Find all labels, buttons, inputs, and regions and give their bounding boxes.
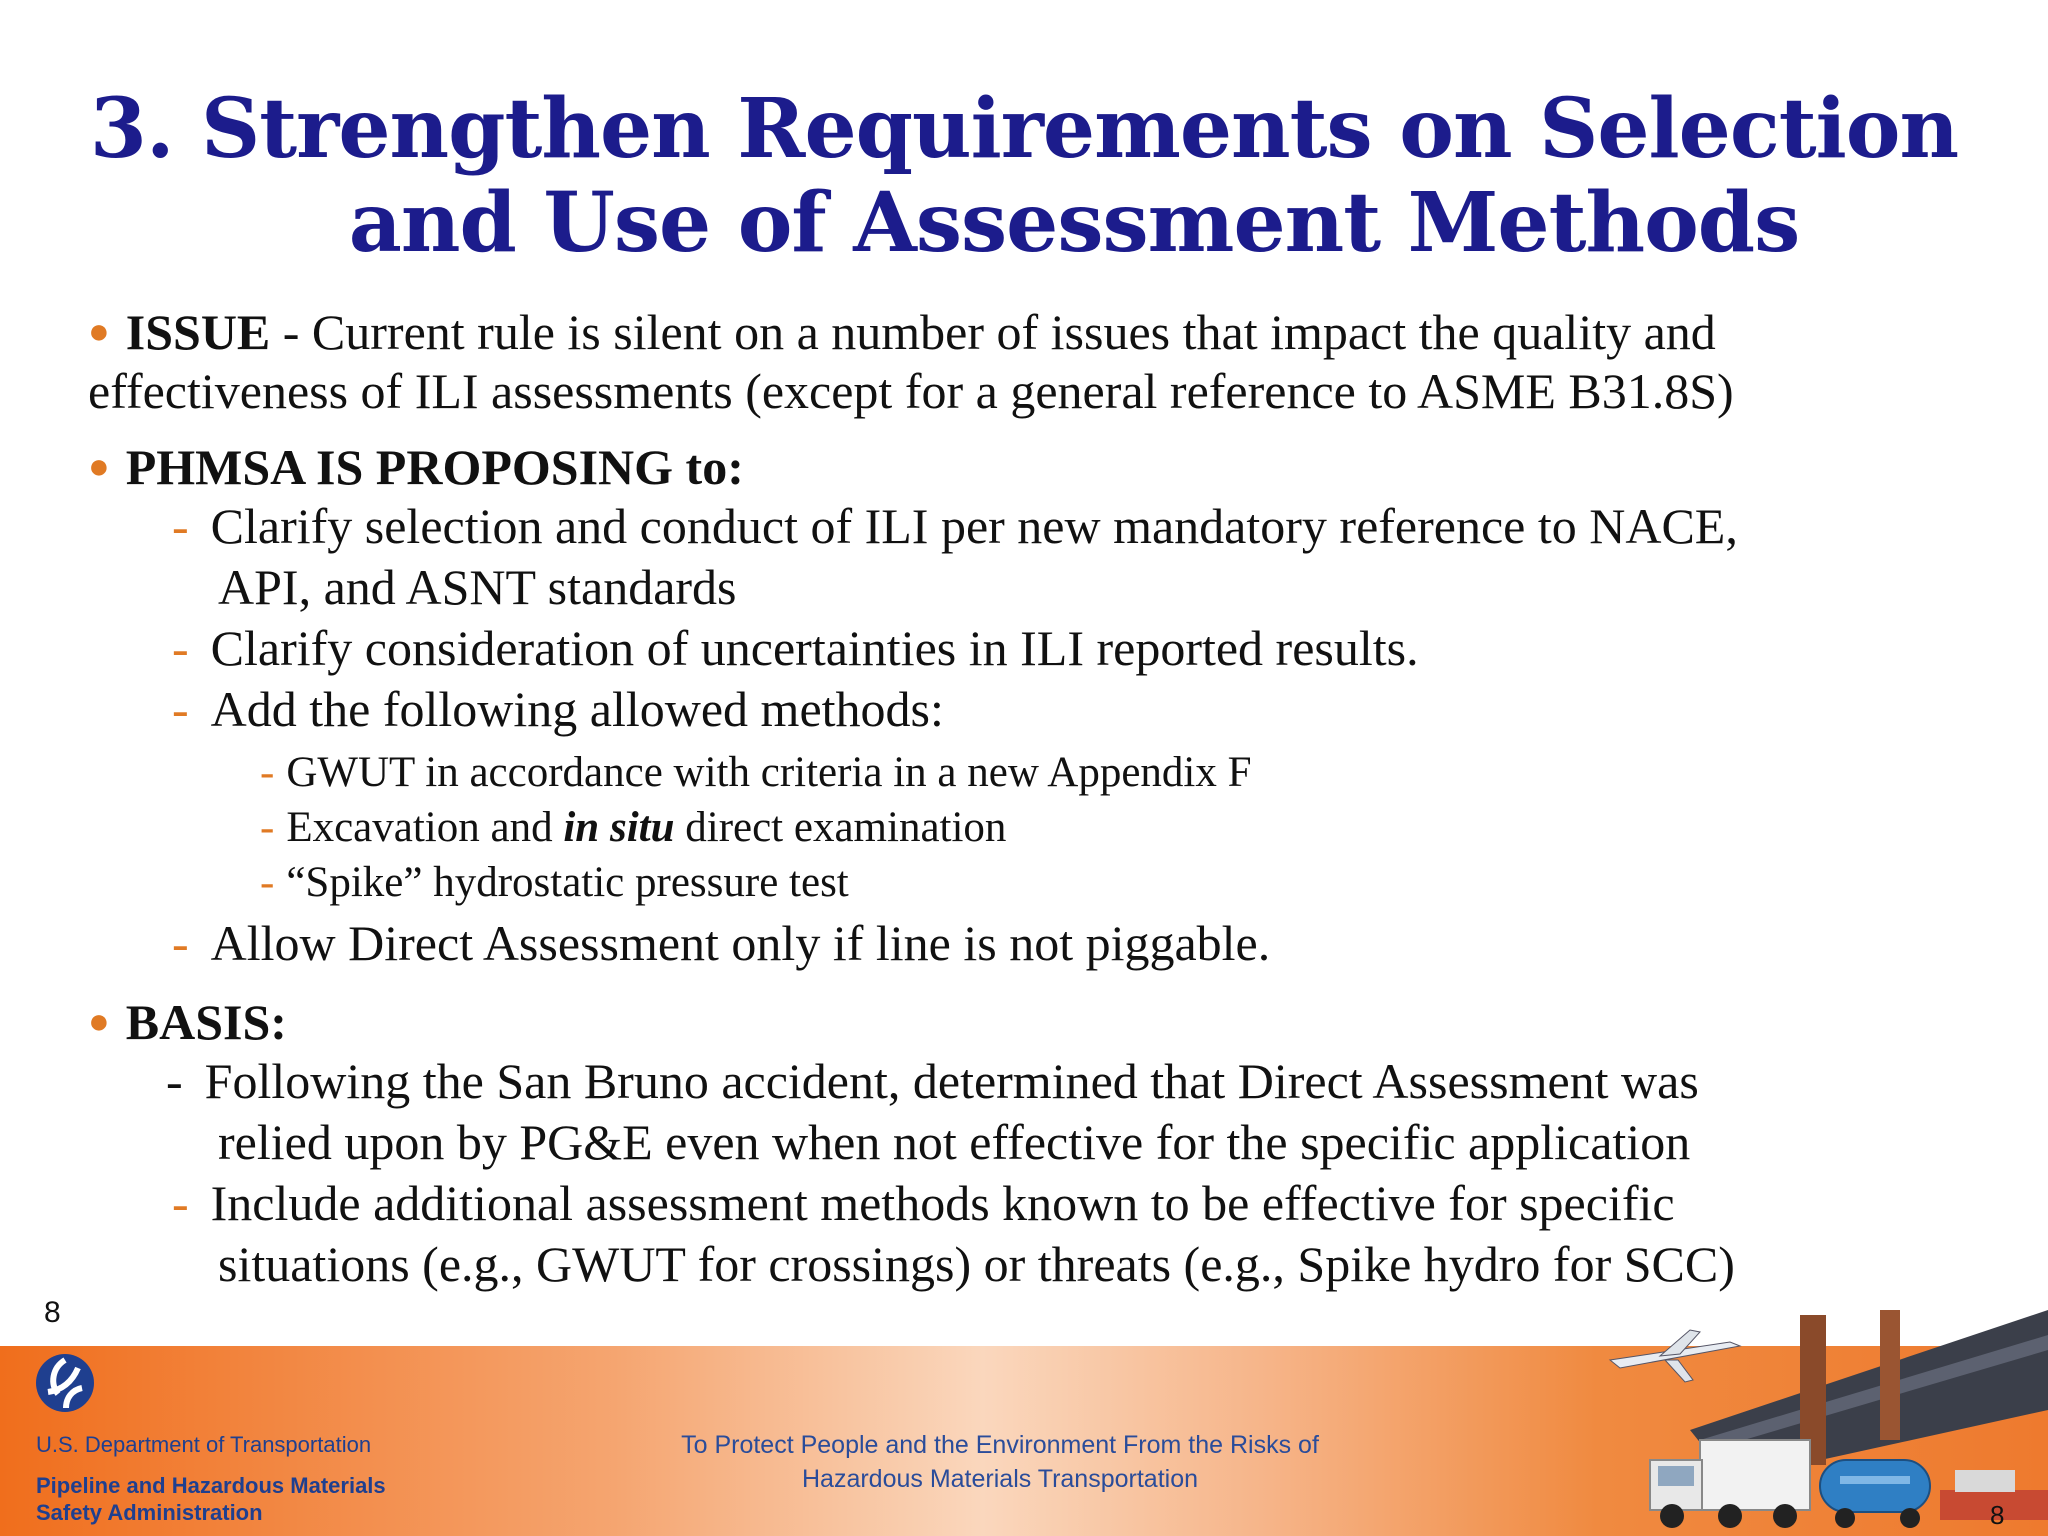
proposing-item-1-line-1: Clarify selection and conduct of ILI per new mandatory reference to NACE, [210, 498, 1738, 554]
method-sub-2-emphasis: in situ [563, 804, 675, 851]
basis-item-2 [172, 1173, 1675, 1234]
bullet-dot-icon: ● [88, 445, 110, 486]
proposing-bullet [88, 435, 744, 498]
bullet-dot-icon: ● [88, 310, 110, 351]
proposing-item-1 [172, 496, 1738, 557]
proposing-item-3-text: Add the following allowed methods: [210, 681, 944, 737]
method-sub-3-text: “Spike” hydrostatic pressure test [286, 859, 849, 906]
page-number-footer: 8 [1990, 1500, 2005, 1530]
issue-bullet [88, 300, 1716, 363]
tagline-line-2: Hazardous Materials Transportation [801, 1465, 1199, 1493]
proposing-item-2-text: Clarify consideration of uncertainties in ILI reported results. [210, 620, 1419, 676]
agency-name [36, 1472, 386, 1526]
transport-scene [1580, 1290, 2048, 1536]
basis-item-1-line-1: Following the San Bruno accident, determined that Direct Assessment was [204, 1053, 1699, 1109]
method-sub-2-pre: Excavation and [286, 804, 564, 851]
basis-item-2-line-2: situations (e.g., GWUT for crossings) or threats (e.g., Spike hydro for SCC) [218, 1236, 1735, 1292]
dash-icon: - [260, 749, 275, 796]
issue-text-line-2: effectiveness of ILI assessments (except for a general reference to ASME B31.8S) [88, 363, 1734, 419]
department-name: U.S. Department of Transportation [36, 1432, 372, 1457]
proposing-item-4-text: Allow Direct Assessment only if line is not piggable. [210, 915, 1271, 971]
agency-line-2: Safety Administration [36, 1500, 263, 1525]
title-line-1: 3. Strengthen Requirements on Selection [89, 81, 1959, 177]
dot-logo-icon [36, 1354, 94, 1412]
method-sub-3 [260, 855, 849, 910]
dash-icon: - [260, 859, 275, 906]
dash-icon: - [172, 915, 189, 971]
issue-label: ISSUE [125, 304, 271, 360]
method-sub-1-text: GWUT in accordance with criteria in a new Appendix F [286, 749, 1252, 796]
proposing-item-4 [172, 913, 1270, 974]
issue-text-line-1: - Current rule is silent on a number of issues that impact the quality and [270, 304, 1716, 360]
agency-line-1: Pipeline and Hazardous Materials [36, 1473, 386, 1498]
basis-bullet [88, 990, 287, 1053]
footer-tagline [630, 1428, 1370, 1496]
tagline-line-1: To Protect People and the Environment From the Risks of [681, 1431, 1319, 1459]
tanker-icon [1820, 1460, 1930, 1528]
proposing-item-3 [172, 679, 944, 740]
dash-icon: - [166, 1053, 183, 1109]
proposing-item-1-line-2: API, and ASNT standards [218, 559, 737, 615]
page-number: 8 [44, 1296, 61, 1329]
slide-title [0, 82, 2048, 270]
dash-icon: - [172, 498, 189, 554]
proposing-label: PHMSA IS PROPOSING to: [125, 439, 744, 495]
dash-icon: - [260, 804, 275, 851]
basis-item-1 [166, 1051, 1699, 1112]
basis-item-1-line-2: relied upon by PG&E even when not effective for the specific application [218, 1114, 1691, 1170]
dash-icon: - [172, 1175, 189, 1231]
title-line-2: and Use of Assessment Methods [348, 175, 1800, 271]
truck-icon [1650, 1440, 1810, 1528]
dash-icon: - [172, 620, 189, 676]
dash-icon: - [172, 681, 189, 737]
proposing-item-2 [172, 618, 1419, 679]
basis-label: BASIS: [125, 994, 287, 1050]
method-sub-2 [260, 800, 1006, 855]
method-sub-2-post: direct examination [674, 804, 1007, 851]
bullet-dot-icon: ● [88, 1000, 110, 1041]
basis-item-2-line-1: Include additional assessment methods known to be effective for specific [210, 1175, 1675, 1231]
airplane-icon [1610, 1330, 1740, 1382]
method-sub-1 [260, 745, 1252, 800]
